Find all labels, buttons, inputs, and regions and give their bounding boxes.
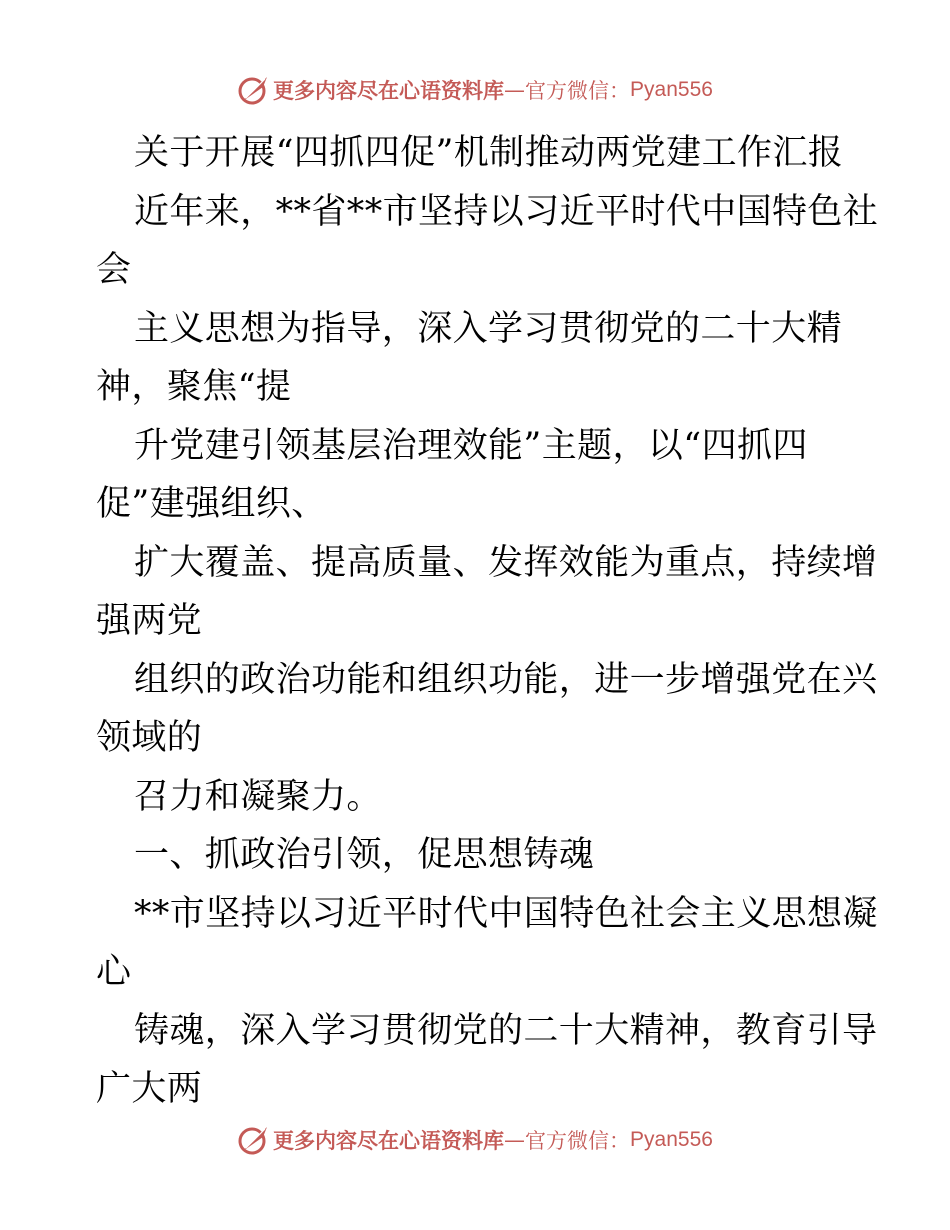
- header-watermark-text: 更多内容尽在心语资料库 — 官方微信： Pyan556: [273, 78, 713, 103]
- document-body: [96, 124, 879, 1119]
- paragraph-line: 升党建引领基层治理效能”主题，以“四抓四: [134, 425, 808, 466]
- paragraph-line: 神，聚焦“提: [96, 367, 292, 407]
- paragraph-line: 主义思想为指导，深入学习贯彻党的二十大精: [134, 308, 843, 349]
- paragraph-line: 促”建强组织、: [96, 484, 327, 524]
- paragraph-line: 心: [96, 952, 132, 992]
- paragraph-line: 领域的: [96, 718, 203, 758]
- paragraph-line: 铸魂，深入学习贯彻党的二十大精神，教育引导: [134, 1010, 878, 1051]
- paragraph-line: 组织的政治功能和组织功能，进一步增强党在兴: [134, 659, 878, 700]
- paragraph-line: 强两党: [96, 601, 203, 641]
- paragraph-line: 召力和凝聚力。: [134, 776, 382, 817]
- document-title: 关于开展“四抓四促”机制推动两党建工作汇报: [134, 133, 844, 173]
- footer-watermark-text: 更多内容尽在心语资料库 — 官方微信： Pyan556: [273, 1128, 713, 1153]
- paragraph-line: 近年来，**省**市坚持以习近平时代中国特色社: [134, 191, 879, 232]
- feather-logo-icon: [237, 74, 271, 106]
- paragraph-line: 扩大覆盖、提高质量、发挥效能为重点，持续增: [134, 542, 878, 583]
- section-heading: 一、抓政治引领，促思想铸魂: [134, 835, 595, 875]
- paragraph-line: 广大两: [96, 1069, 203, 1109]
- header-watermark: [0, 74, 950, 106]
- paragraph-line: 会: [96, 250, 132, 290]
- paragraph-line: **市坚持以习近平时代中国特色社会主义思想凝: [134, 893, 878, 934]
- feather-logo-icon: [237, 1124, 271, 1156]
- footer-watermark: [0, 1124, 950, 1156]
